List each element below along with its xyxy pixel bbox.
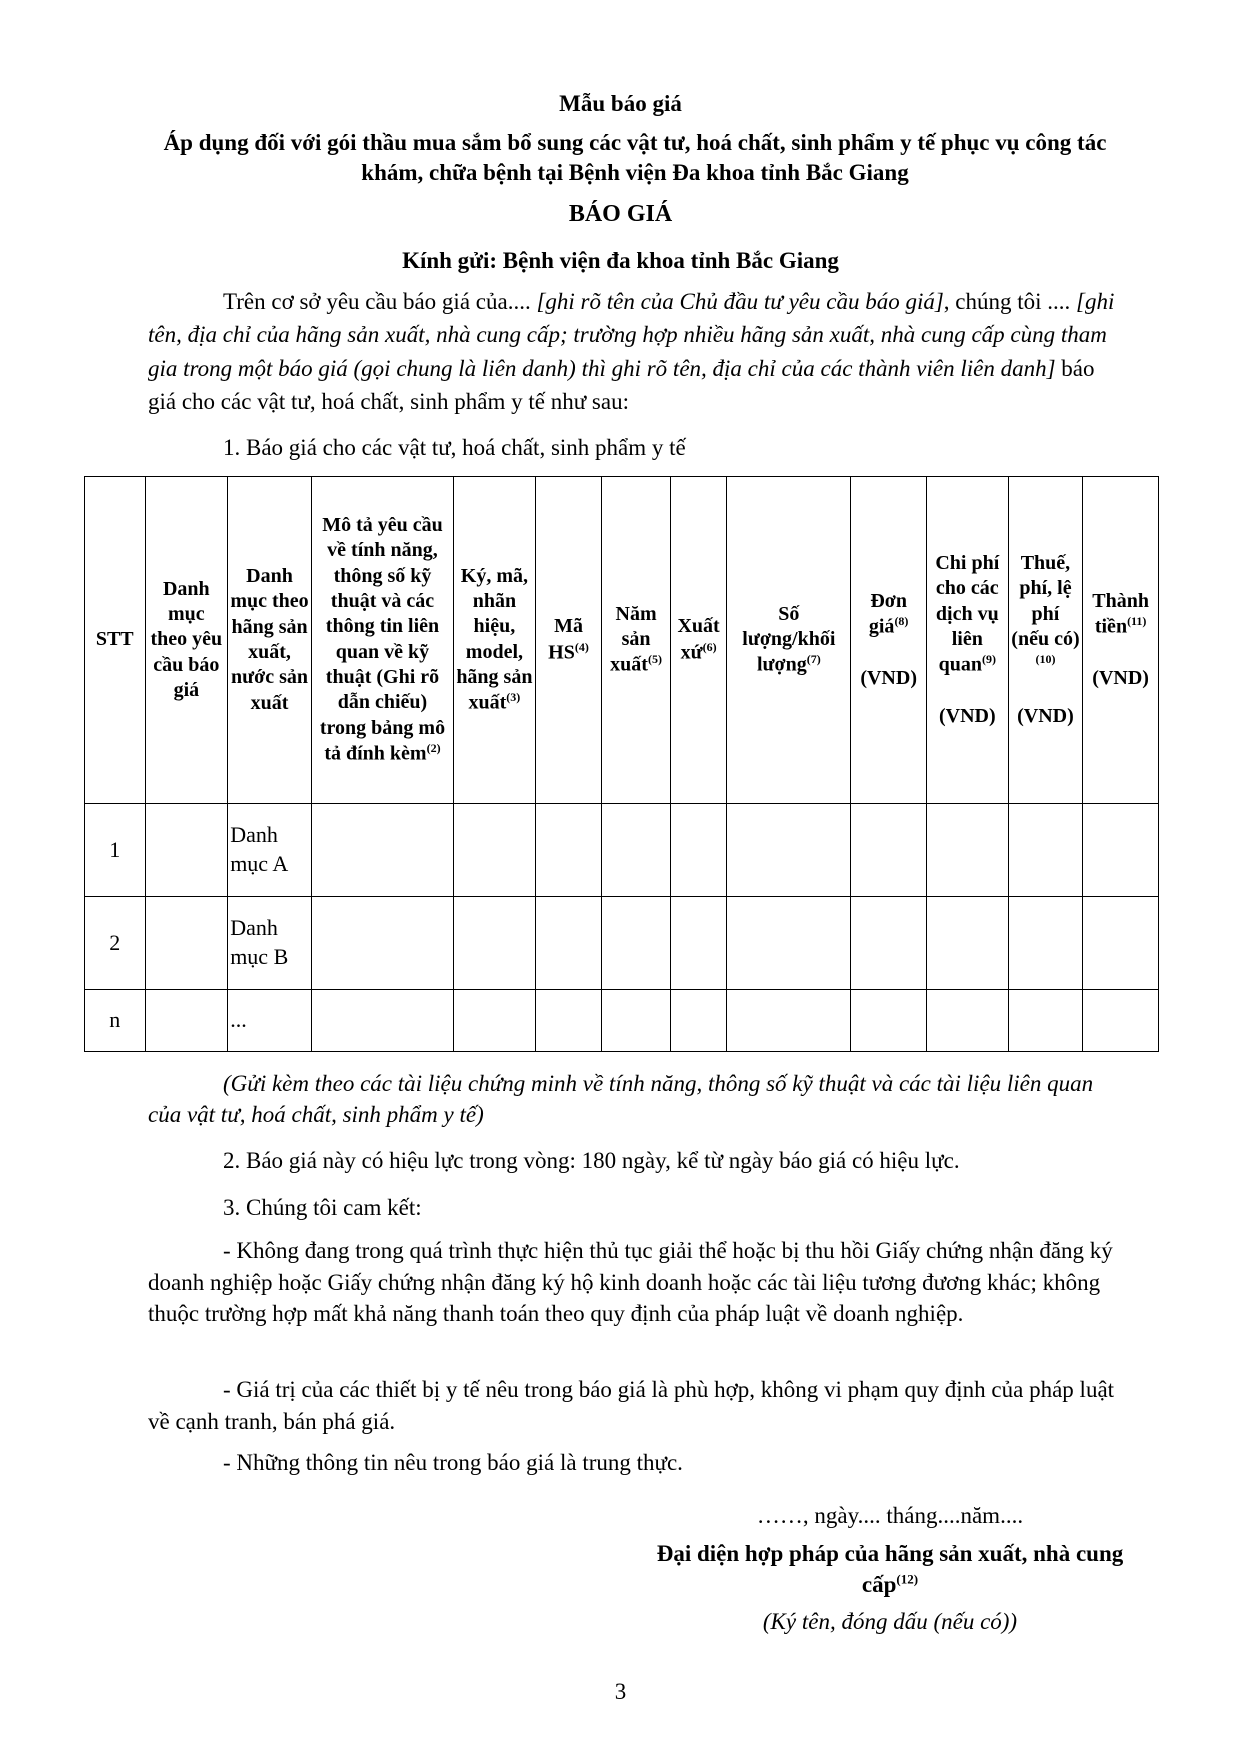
commitment-item: - Không đang trong quá trình thực hiện thủ tục giải thể hoặc bị thu hồi Giấy chứng nhận đăng ký doanh nghiệp hoặc Giấy chứng nhận đăng ký hộ kinh doanh hoặc các tài liệu tương đương khác; không thuộc trường hợp mất khả năng thanh toán theo quy định của pháp luật về doanh nghiệp. bbox=[148, 1238, 1113, 1327]
row-item: Danh mục B bbox=[228, 897, 312, 990]
cell-empty bbox=[851, 897, 927, 990]
intro-paragraph bbox=[148, 285, 1116, 418]
intro-placeholder-supplier: [ghi tên, địa chỉ của hãng sản xuất, nhà cung cấp; trường hợp nhiều hãng sản xuất, nhà cung cấp cùng tham gia trong một báo giá (gọi chung là liên danh) thì ghi rõ tên, địa chỉ của các thành viên liên danh] bbox=[148, 289, 1115, 381]
page-number: 3 bbox=[614, 1679, 627, 1704]
cell-empty bbox=[602, 990, 671, 1052]
row-item: Danh mục A bbox=[228, 804, 312, 897]
commitment-item: - Những thông tin nêu trong báo giá là trung thực. bbox=[223, 1450, 683, 1475]
cell-empty bbox=[145, 804, 228, 897]
cell-empty bbox=[311, 990, 453, 1052]
cell-empty bbox=[1083, 804, 1159, 897]
attachment-note: (Gửi kèm theo các tài liệu chứng minh về tính năng, thông số kỹ thuật và các tài liệu liên quan của vật tư, hoá chất, sinh phẩm y tế) bbox=[148, 1071, 1094, 1128]
signature-note: (Ký tên, đóng dấu (nếu có)) bbox=[762, 1609, 1018, 1634]
cell-empty bbox=[727, 990, 851, 1052]
cell-empty bbox=[670, 804, 726, 897]
cell-empty bbox=[602, 897, 671, 990]
cell-empty bbox=[1083, 990, 1159, 1052]
table-row bbox=[85, 897, 1159, 990]
cell-empty bbox=[454, 804, 536, 897]
header-total: Thành tiền$^{(11)}$ (VND) bbox=[1083, 477, 1159, 804]
document-subtitle: Áp dụng đối với gói thầu mua sắm bổ sung các vật tư, hoá chất, sinh phẩm y tế phục vụ công tác khám, chữa bệnh tại Bệnh viện Đa khoa tỉnh Bắc Giang bbox=[163, 130, 1107, 185]
cell-empty bbox=[727, 804, 851, 897]
cell-empty bbox=[311, 804, 453, 897]
header-requested-item: Danh mục theo yêu cầu báo giá bbox=[145, 477, 228, 804]
table-header-row bbox=[85, 477, 1159, 804]
intro-text-3: báo giá cho các vật tư, hoá chất, sinh phẩm y tế như sau: bbox=[148, 355, 1095, 415]
commitment-item: - Giá trị của các thiết bị y tế nêu trong báo giá là phù hợp, không vi phạm quy định của pháp luật về cạnh tranh, bán phá giá. bbox=[148, 1377, 1115, 1434]
intro-text-1: Trên cơ sở yêu cầu báo giá của.... bbox=[223, 289, 537, 314]
header-hs-code: Mã HS$^{(4)}$ bbox=[535, 477, 602, 804]
table-row bbox=[85, 990, 1159, 1052]
header-production-year: Năm sản xuất$^{(5)}$ bbox=[602, 477, 671, 804]
cell-empty bbox=[727, 897, 851, 990]
header-taxes-fees: Thuế, phí, lệ phí (nếu có)$^{(10)}$ (VND) bbox=[1008, 477, 1083, 804]
header-unit-price: Đơn giá$^{(8)}$ (VND) bbox=[851, 477, 927, 804]
date-line: ……, ngày.... tháng....năm.... bbox=[756, 1503, 1024, 1528]
row-item: ... bbox=[228, 990, 312, 1052]
header-stt: STT bbox=[85, 477, 146, 804]
cell-empty bbox=[670, 990, 726, 1052]
cell-empty bbox=[851, 990, 927, 1052]
cell-empty bbox=[1008, 804, 1083, 897]
cell-empty bbox=[145, 897, 228, 990]
cell-empty bbox=[602, 804, 671, 897]
cell-empty bbox=[926, 897, 1008, 990]
cell-empty bbox=[535, 897, 602, 990]
cell-empty bbox=[851, 804, 927, 897]
intro-placeholder-investor: [ghi rõ tên của Chủ đầu tư yêu cầu báo giá] bbox=[536, 289, 944, 314]
cell-empty bbox=[454, 990, 536, 1052]
intro-text-2: , chúng tôi .... bbox=[943, 289, 1077, 314]
header-origin: Xuất xứ$^{(6)}$ bbox=[670, 477, 726, 804]
signer-title: Đại diện hợp pháp của hãng sản xuất, nhà cung cấp$^{(12)}$ bbox=[656, 1541, 1124, 1598]
cell-empty bbox=[454, 897, 536, 990]
cell-empty bbox=[1008, 897, 1083, 990]
recipient-line: Kính gửi: Bệnh viện đa khoa tỉnh Bắc Giang bbox=[402, 248, 839, 273]
cell-empty bbox=[145, 990, 228, 1052]
cell-empty bbox=[535, 990, 602, 1052]
document-title: Mẫu báo giá bbox=[559, 91, 682, 116]
cell-empty bbox=[670, 897, 726, 990]
header-technical-description: Mô tả yêu cầu về tính năng, thông số kỹ thuật và các thông tin liên quan về kỹ thuật (Ghi rõ dẫn chiếu) trong bảng mô tả đính kèm$^{(2)}$ bbox=[311, 477, 453, 804]
cell-empty bbox=[1008, 990, 1083, 1052]
row-stt: 2 bbox=[85, 897, 146, 990]
header-model-brand: Ký, mã, nhãn hiệu, model, hãng sản xuất$^{(3)}$ bbox=[454, 477, 536, 804]
quote-heading: BÁO GIÁ bbox=[568, 201, 673, 227]
header-service-cost: Chi phí cho các dịch vụ liên quan$^{(9)}$ (VND) bbox=[926, 477, 1008, 804]
section-1-heading: 1. Báo giá cho các vật tư, hoá chất, sinh phẩm y tế bbox=[223, 435, 686, 460]
cell-empty bbox=[926, 990, 1008, 1052]
section-3-heading: 3. Chúng tôi cam kết: bbox=[223, 1195, 422, 1220]
header-quantity: Số lượng/khối lượng$^{(7)}$ bbox=[727, 477, 851, 804]
row-stt: 1 bbox=[85, 804, 146, 897]
cell-empty bbox=[926, 804, 1008, 897]
row-stt: n bbox=[85, 990, 146, 1052]
cell-empty bbox=[1083, 897, 1159, 990]
quote-table bbox=[84, 476, 1159, 1052]
section-2-validity: 2. Báo giá này có hiệu lực trong vòng: 180 ngày, kể từ ngày báo giá có hiệu lực. bbox=[223, 1148, 960, 1173]
cell-empty bbox=[311, 897, 453, 990]
cell-empty bbox=[535, 804, 602, 897]
header-manufacturer-item: Danh mục theo hãng sản xuất, nước sản xuất bbox=[228, 477, 312, 804]
table-row bbox=[85, 804, 1159, 897]
